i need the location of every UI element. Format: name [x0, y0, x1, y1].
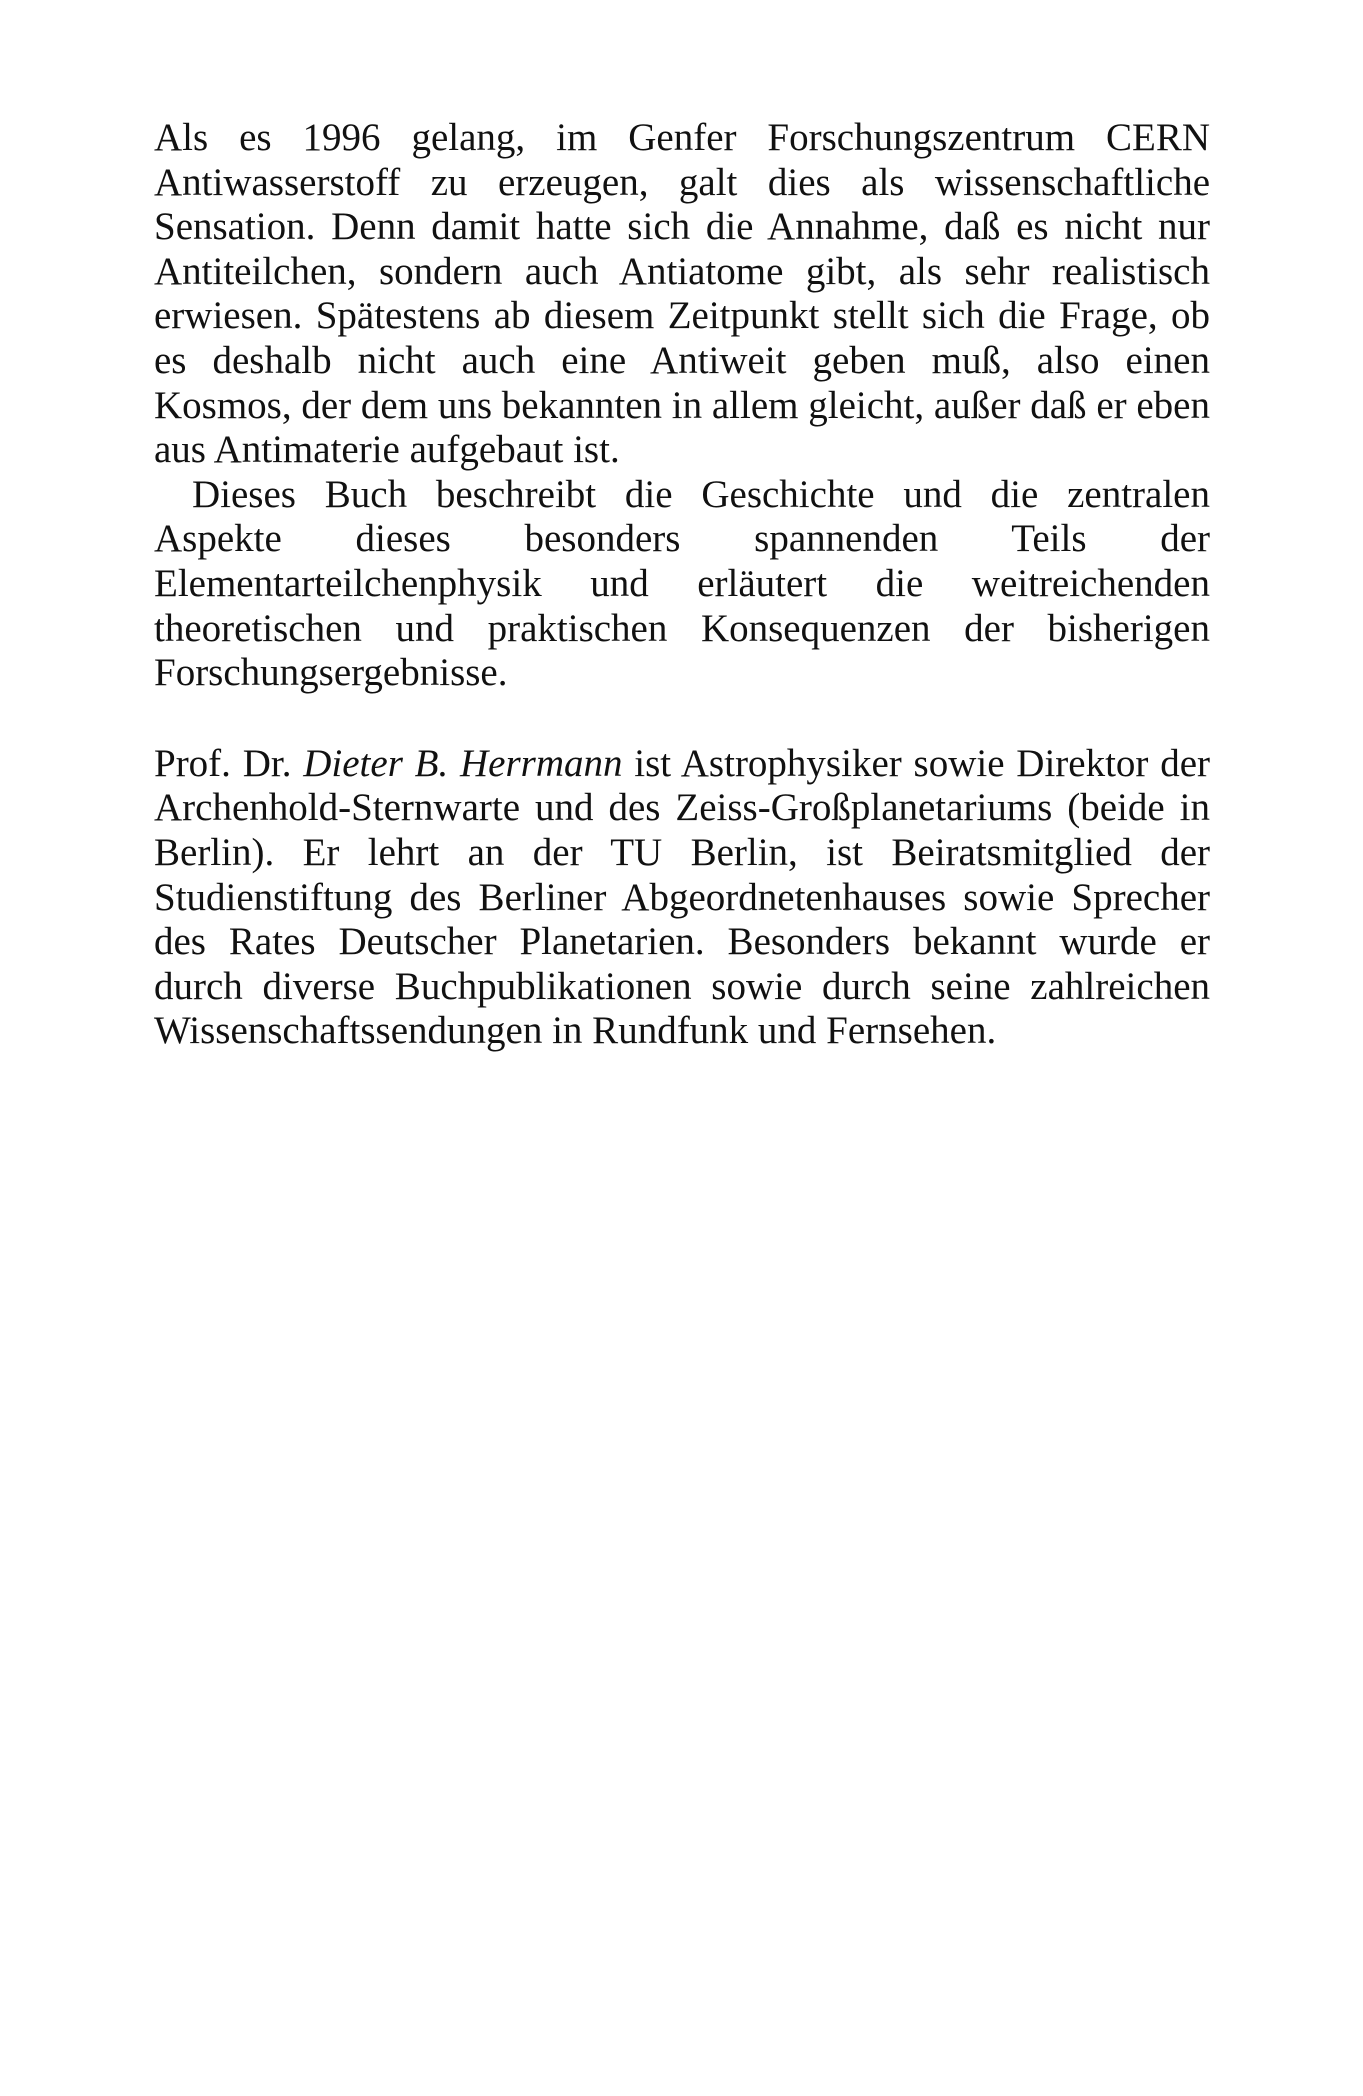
author-title: Prof. Dr. — [154, 741, 304, 785]
author-paragraph — [154, 742, 1210, 1054]
author-bio: ist Astrophysiker sowie Direktor der Archenhold-Sternwarte und des Zeiss-Großplanetariums (beide in Berlin). Er lehrt an der TU Berlin, ist Beiratsmitglied der Studienstiftung des Berliner Abgeordnetenhauses sowie Sprecher des Rates Deutscher Planetarien. Besonders bekannt wurde er durch diverse Buchpublikationen sowie durch seine zahlreichen Wissenschaftssendungen in Rundfunk und Fernsehen. — [154, 741, 1210, 1053]
paragraph-spacer — [154, 696, 1210, 742]
blurb-text — [154, 116, 1210, 1054]
intro-paragraph: Als es 1996 gelang, im Genfer Forschungszentrum CERN Antiwasserstoff zu erzeugen, galt dies als wissenschaftliche Sensation. Denn damit hatte sich die Annahme, daß es nicht nur Antiteilchen, sondern auch Antiatome gibt, als sehr realistisch erwiesen. Spätestens ab diesem Zeitpunkt stellt sich die Frage, ob es deshalb nicht auch eine Antiweit geben muß, also einen Kosmos, der dem uns bekannten in allem gleicht, außer daß er eben aus Antimaterie aufgebaut ist. — [154, 116, 1210, 472]
author-name: Dieter B. Herrmann — [303, 741, 623, 785]
book-description-paragraph: Dieses Buch beschreibt die Geschichte und die zentralen Aspekte dieses besonders spannenden Teils der Elementarteilchenphysik und erläutert die weitreichenden theoretischen und praktischen Konsequenzen der bisherigen Forschungsergebnisse. — [154, 472, 1210, 695]
